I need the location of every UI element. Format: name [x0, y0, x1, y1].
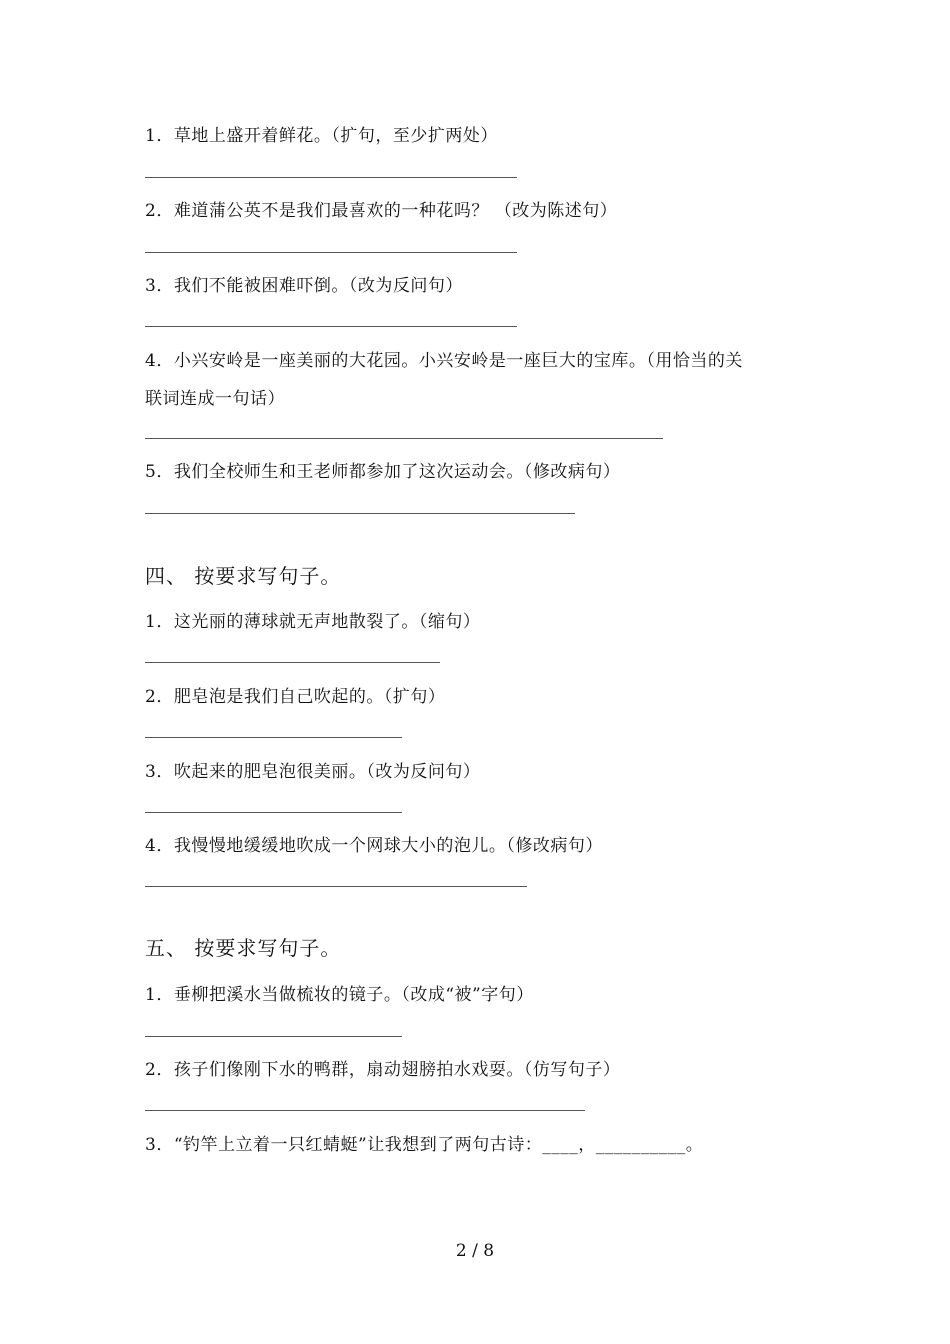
question-5-1: 1．垂柳把溪水当做梳妆的镜子。（改成“被”字句） [145, 985, 534, 1005]
question-4-3: 3．吹起来的肥皂泡很美丽。（改为反问句） [145, 762, 481, 782]
question-3-4: 4．小兴安岭是一座美丽的大花园。小兴安岭是一座巨大的宝库。（用恰当的关 [145, 351, 743, 371]
answer-line-4-2 [145, 737, 402, 738]
question-5-3: 3．“钓竿上立着一只红蜻蜓”让我想到了两句古诗：____，__________。 [145, 1135, 704, 1155]
answer-line-3-3 [145, 326, 517, 327]
answer-line-4-4 [145, 886, 527, 887]
question-5-2: 2．孩子们像刚下水的鸭群，扇动翅膀拍水戏耍。（仿写句子） [145, 1060, 621, 1080]
question-4-2: 2．肥皂泡是我们自己吹起的。（扩句） [145, 687, 446, 707]
question-3-5: 5．我们全校师生和王老师都参加了这次运动会。（修改病句） [145, 462, 621, 482]
answer-line-4-1 [145, 662, 440, 663]
answer-line-5-1 [145, 1036, 402, 1037]
answer-line-3-5 [145, 513, 575, 514]
answer-line-4-3 [145, 812, 402, 813]
question-3-4-cont: 联词连成一句话） [145, 389, 285, 409]
section-5-heading: 五、 按要求写句子。 [145, 936, 342, 960]
question-4-4: 4．我慢慢地缓缓地吹成一个网球大小的泡儿。（修改病句） [145, 836, 603, 856]
question-3-2: 2．难道蒲公英不是我们最喜欢的一种花吗？ （改为陈述句） [145, 201, 618, 221]
question-3-3: 3．我们不能被困难吓倒。（改为反问句） [145, 276, 463, 296]
page-number: 2 / 8 [455, 1241, 495, 1261]
section-4-heading: 四、 按要求写句子。 [145, 564, 342, 588]
answer-line-3-2 [145, 252, 517, 253]
answer-line-5-2 [145, 1110, 585, 1111]
question-3-1: 1．草地上盛开着鲜花。（扩句，至少扩两处） [145, 126, 498, 146]
question-4-1: 1．这光丽的薄球就无声地散裂了。（缩句） [145, 612, 481, 632]
answer-line-3-4 [145, 438, 663, 439]
answer-line-3-1 [145, 177, 517, 178]
